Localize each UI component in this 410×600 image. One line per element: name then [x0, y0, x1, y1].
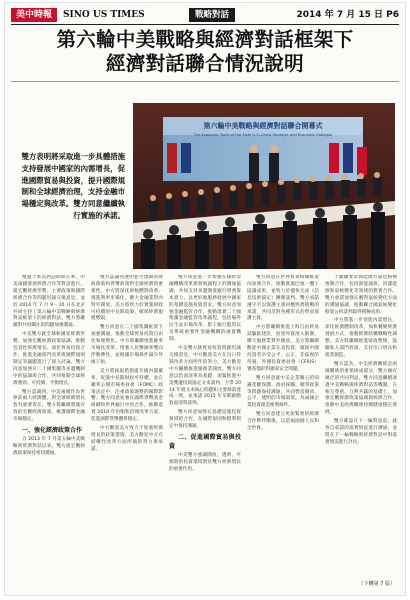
paragraph: 中方歡迎美方致力于加強經濟增長的政策措施，美方歡迎中方在結構性改革方面所做的努力與承諾。 — [91, 426, 163, 452]
masthead — [11, 8, 399, 22]
paragraph: 雙邊于本次對話期間在華，中美兩國發展經濟合作等對話進行，就宏觀經濟形勢、主要政策與國際經濟合作等問題坦誠交換意見，並於 2014 年 7 月 9 – 10 日在北京共同主持了第六輪中美戰略與經濟對話框架下的經濟對話。雙方將繼續對共同關注的問題加強溝通。 — [13, 275, 85, 329]
newspaper-page — [5, 3, 405, 595]
section-heading: 二、促進國際貿易與投資 — [169, 433, 241, 450]
paragraph: 雙方同意進一步加強在國際金融機構改革與發展議程上的溝通協調，共同支持多邊開發銀行增強資本實力，以更好地服務發展中國家的基礎設施投資需求。雙方同意加強金融監管合作，推動落實二十國集團金融監管改革議程，包括場外衍生品市場改革、影子銀行監管以及系統重要性金融機構的處置機制。 — [169, 275, 241, 343]
headline-line-1: 第六輪中美戰略與經濟對話框架下 — [56, 28, 354, 51]
paragraph: 雙方同意加強在基礎設施投資領域的合作，在國際規則和標準制定中保持溝通。 — [169, 410, 241, 430]
paragraph: 中美雙方強調開放、透明、可預期的投資環境對於雙方經濟增長的重要作用。 — [169, 452, 241, 472]
article-body — [13, 275, 397, 575]
paragraph: 美方將採取措施提升國內儲蓄率，促進中長期財政可持續，並在聯邦公開市場委員會（FOMC）政策決定中，注重政策調整的國際影響。雙方同意加強在國際貨幣基金組織和世界銀行中的合作，推動落實 2010 年份額和治理改革方案，促進國際貨幣體系穩定。 — [91, 368, 163, 423]
masthead-rule — [11, 24, 399, 25]
brand-english-name: SINO US TIMES — [63, 10, 145, 20]
section-heading: 一、強化經濟政策合作 — [22, 427, 83, 435]
headline-rule — [11, 81, 399, 82]
issue-date: 2014 年 7 月 15 日 P6 — [296, 10, 399, 20]
lead-summary: 雙方表明將采取進一步具體措施支持發展中國家的內需增長，促進國際貿易與投資，提升國際規制和全球經濟治理，支持金融市場穩定與改革。雙方同意繼續執行實施的承諾。 — [21, 152, 125, 220]
paragraph: 于數據要求與能源方面也積極推動合作，包括節能減排、清潔能源和氣候變化等領域的務實合作。雙方承諾加強在應對氣候變化方面的溝通協調，推動聯合國氣候變化框架公約談判取得積極成果。 — [325, 275, 397, 315]
banner-title: 第六輪中美戰略與經濟對話聯合開幕式 — [203, 122, 323, 130]
paragraph: 自 2013 年 7 月第五輪中美戰略與經濟對話以來，雙方就宏觀經濟政策保持密切溝通。 — [13, 437, 85, 456]
section-tag: 戰略對話 — [189, 8, 235, 22]
paragraph: 雙方認識到透明並可預期的財政政策和貨幣政策對全球經濟的重要性。中方將深化財稅體制改革，推進利率市場化，擴大金融業對內對外開放。美方將致力於實施財政可持續的中長期政策，確保經濟復甦勢頭。 — [91, 275, 163, 322]
headline — [11, 28, 399, 76]
paragraph: 雙方同意在世界貿易組織框架內加強合作，推動實施巴厘一攬子協議成果，並致力於儘快完成《信息技術協定》擴圍談判。雙方承諾遵守不以保護主義回應經濟挑戰的承諾，共同反對各種形式的貿易保護主義。 — [247, 275, 319, 322]
paragraph: 中美雙方就全球和國家經濟形勢、加強宏觀經濟政策協調、推動包容性經濟增長、深化貿易投資合作、推進金融部門改革與國際規則制定等議題進行了深入討論。雙方同意加強在二十國集團等多邊機制中的協調與合作，共同推動全球經濟強勁、可持續、平衡增長。 — [13, 332, 85, 386]
paragraph: 雙方同意在二十國集團框架下加強溝通，推動全球貿易投資自由化和便利化。中方將繼續推進匯率市場化改革，增強人民幣匯率雙向浮動彈性，並根據市場條件減少外匯干預。 — [91, 325, 163, 365]
banner-subtitle: The Economic Track of the Sixth U.S.-China Strategic and Economic Dialogue — [193, 133, 333, 137]
paragraph: 雙方同意建立更加緊密的經濟合作夥伴關係，以造福兩國人民和全世界。 — [247, 412, 319, 432]
column-2 — [91, 275, 163, 575]
paragraph: 雙方認識到，中美兩國作為世界前兩大經濟體，對全球經濟增長負有重要責任，雙方將繼續實施有效的宏觀經濟政策，維護國際金融市場穩定。 — [13, 389, 85, 423]
brand-logo: 美中時報 — [11, 8, 57, 22]
column-3 — [169, 275, 241, 575]
column-4 — [247, 275, 319, 575]
paragraph: 雙方同意就中美企業關心的知識產權保護、政府採購、競爭政策等問題保持溝通，共同營造開放、公平、透明的市場環境，為兩國企業投資創造便利條件。 — [247, 375, 319, 409]
column-1 — [13, 275, 85, 575]
continued-on-page: （下轉第 7 版） — [358, 581, 395, 587]
paragraph: 中方將繼續推進上海自由貿易試驗區建設，放寬外資准入限制，擴大服務業對外開放。美方將繼續歡迎中國企業在美投資，確保中國投資者享受公平、公正、非歧視的待遇，外國投資委員會（CFIUS）審查僅針對國家安全問題。 — [247, 325, 319, 372]
paragraph: 雙方認為，中美經濟關係是兩國關係的重要組成部分，雙方擁有廣泛的共同利益。雙方同意繼續通過中美戰略與經濟對話等機制，在相互尊重、互利共贏的基礎上，加強宏觀經濟政策協調與經濟合作，推動中美經濟關係持續健康穩定發展。 — [325, 361, 397, 416]
paragraph: 雙方確認在下一輪對話前，就各自承諾的落實情況進行溝通，並將在下一輪戰略與經濟對話中對落實情況進行評估。 — [325, 419, 397, 445]
dialogue-meeting-photo — [133, 103, 395, 269]
paragraph: 中美雙方就貿易投資問題坦誠交換意見，中方歡迎美方在出口管制改革方面所作的努力，美方歡迎中方繼續推進服務業開放。雙方同意以負面清單為基礎，加緊推進中美雙邊投資協定文本談判，力爭 2014 年就文本核心問題和主要條款達成一致，並承諾 2015 年早期啟動負面清單談判。 — [169, 346, 241, 407]
column-5 — [325, 275, 397, 575]
paragraph: 中方將進一步促進內需增長，深化經濟體制改革，加快轉變經濟發展方式，推動經濟結構戰略性調整。美方將繼續推進財政整頓，鼓勵私人部門投資，支持出口增長和就業創造。 — [325, 318, 397, 358]
headline-line-2: 經濟對話聯合情況說明 — [105, 52, 304, 75]
